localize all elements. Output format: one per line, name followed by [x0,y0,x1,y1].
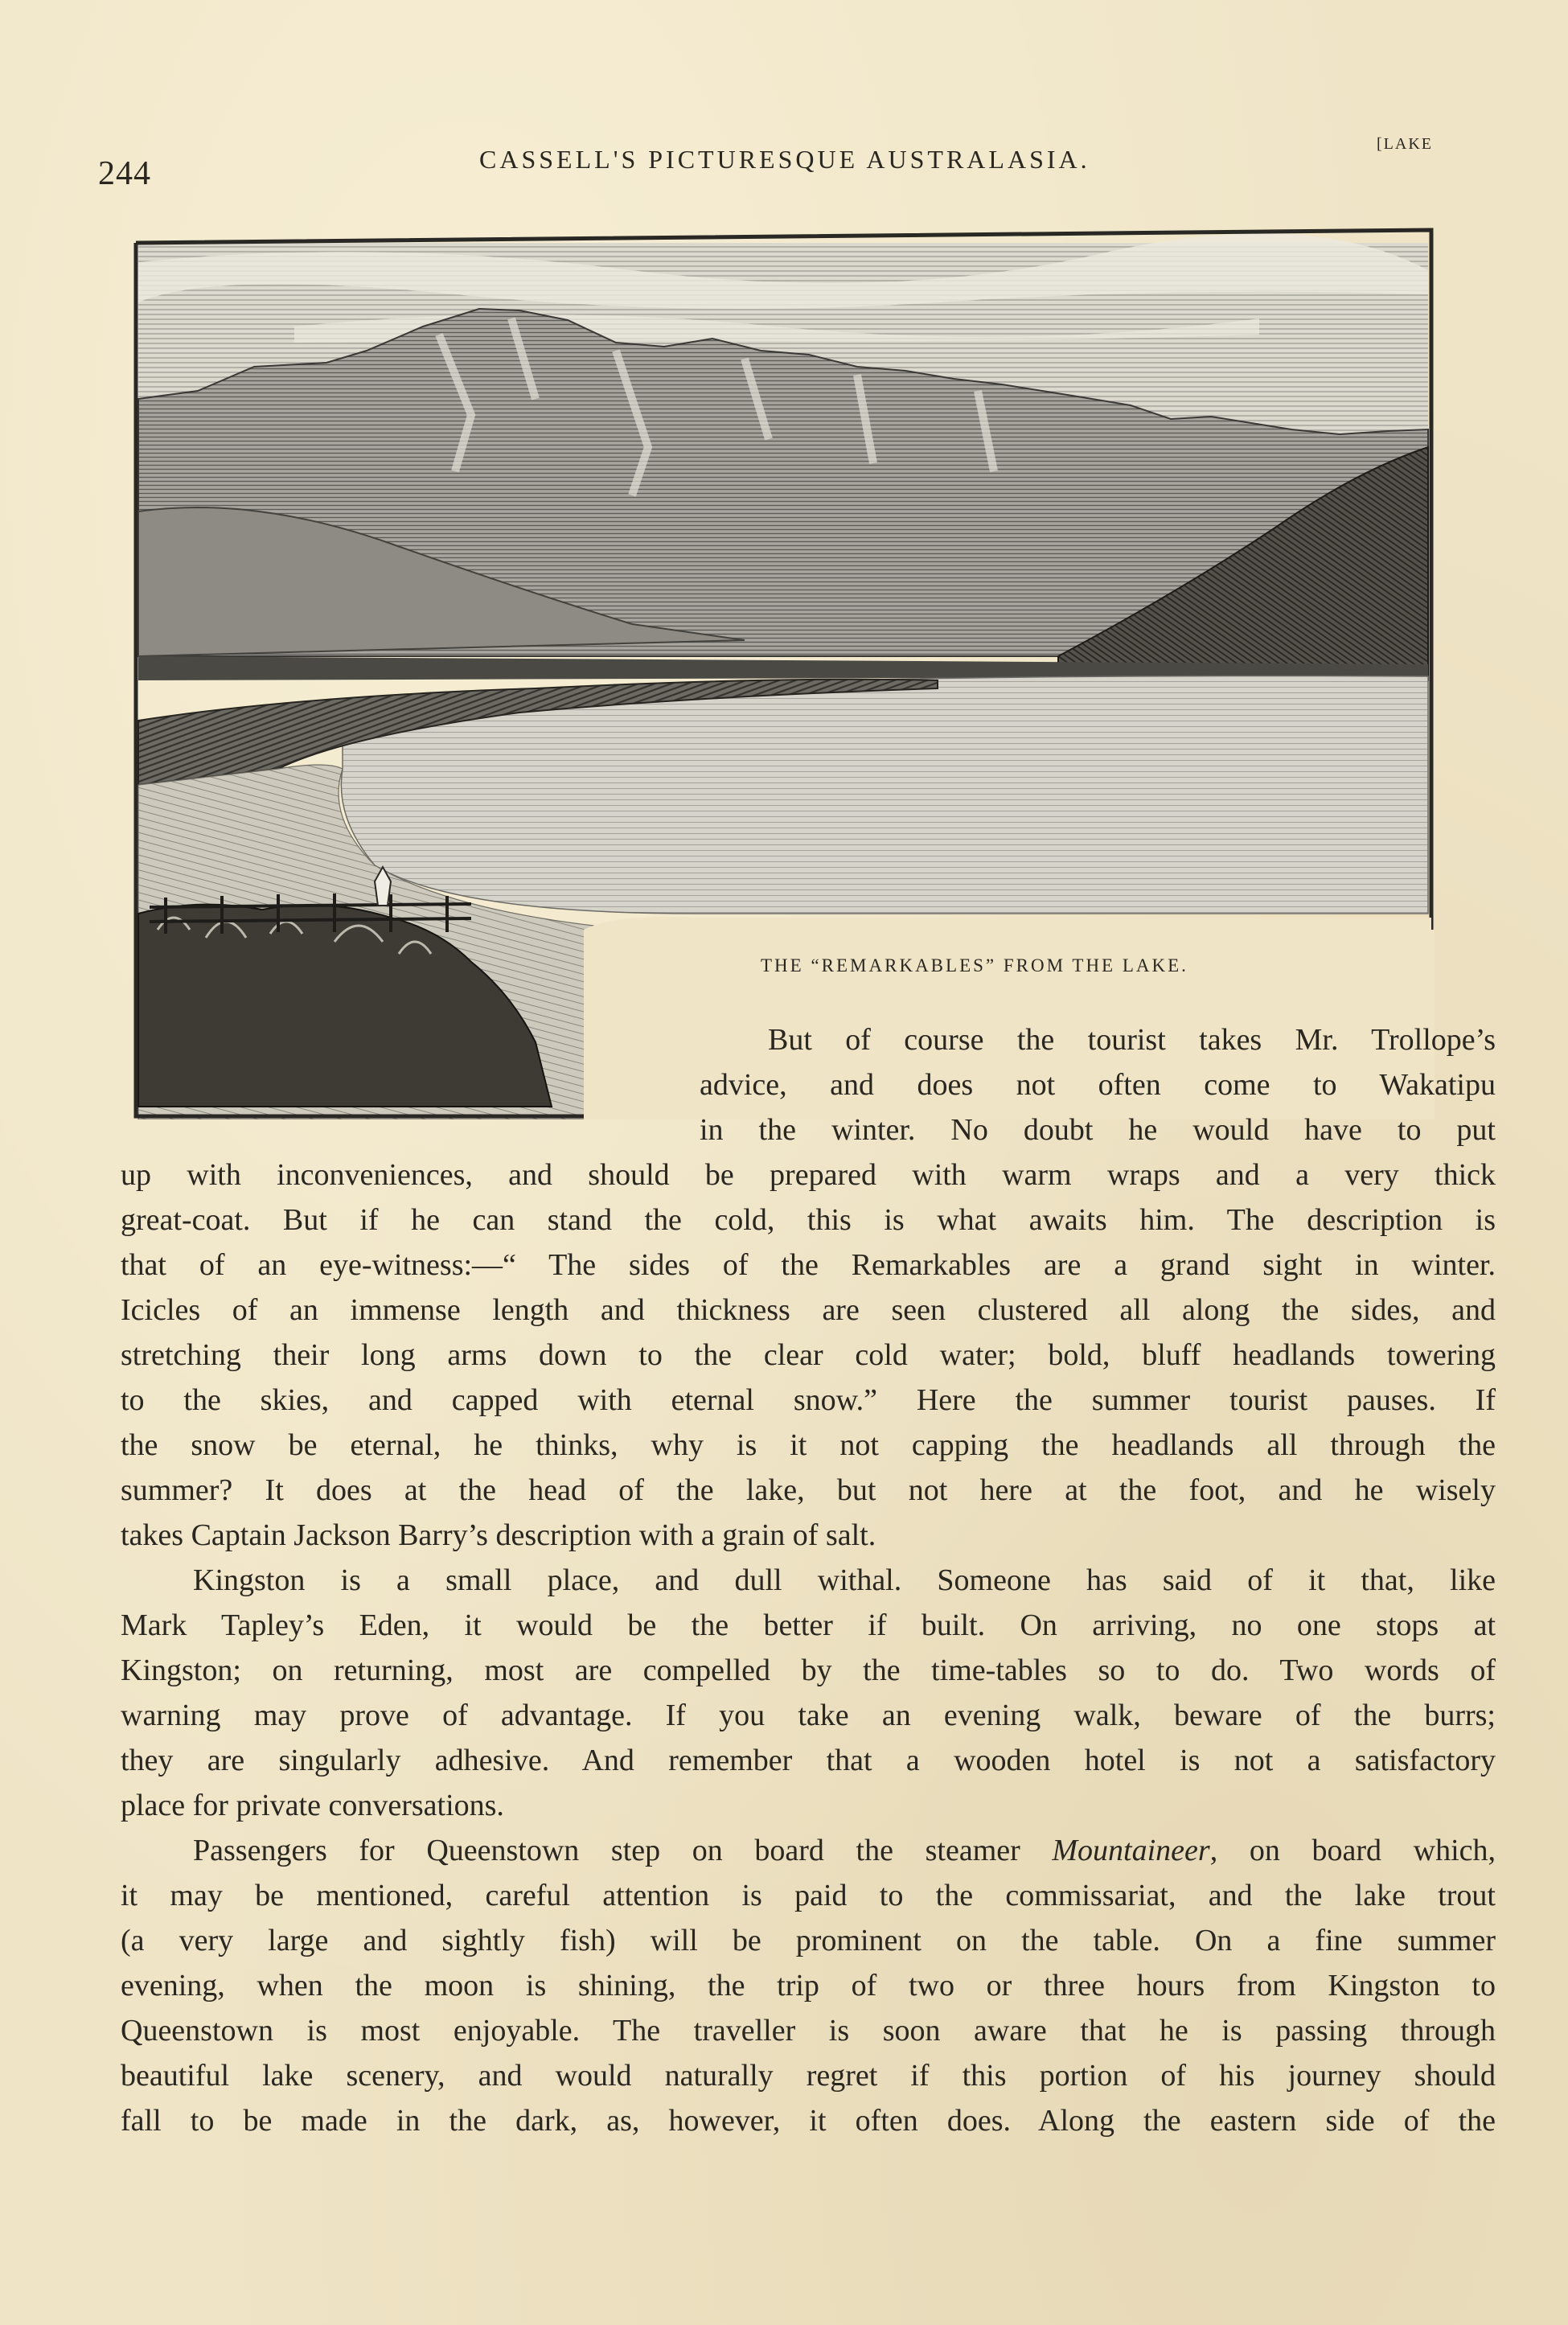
text-line: summer? It does at the head of the lake, but not here at the foot, and he wisely [121,1473,1496,1507]
text-line: up with inconveniences, and should be prepared with warm wraps and a very thick [121,1158,1496,1192]
text-line: that of an eye-witness:—“ The sides of the Remarkables are a grand sight in winter. [121,1248,1496,1282]
text-line: beautiful lake scenery, and would naturally regret if this portion of his journey should [121,2059,1496,2093]
text-line: But of course the tourist takes Mr. Trollope’s [768,1023,1496,1057]
page-number: 244 [98,155,151,192]
text-line: place for private conversations. [121,1789,504,1822]
section-mark: [LAKE [1377,135,1433,153]
text-line: great-coat. But if he can stand the cold, this is what awaits him. The description is [121,1203,1496,1237]
text-line: advice, and does not often come to Wakatipu [700,1068,1496,1102]
text-line: (a very large and sightly fish) will be prominent on the table. On a fine summer [121,1924,1496,1957]
text-line: Kingston; on returning, most are compelled by the time-tables so to do. Two words of [121,1653,1496,1687]
text-line: the snow be eternal, he thinks, why is it not capping the headlands all through the [121,1428,1496,1462]
text-line: it may be mentioned, careful attention is paid to the commissariat, and the lake trout [121,1879,1496,1912]
running-title: CASSELL'S PICTURESQUE AUSTRALASIA. [479,145,1090,174]
text-line: Icicles of an immense length and thickness are seen clustered all along the sides, and [121,1293,1496,1327]
text-line: evening, when the moon is shining, the trip of two or three hours from Kingston to [121,1969,1496,2003]
body-text [121,1021,1496,2163]
text-line: Queenstown is most enjoyable. The traveller is soon aware that he is passing through [121,2014,1496,2048]
engraving-illustration [133,206,1435,1119]
text-line: Kingston is a small place, and dull withal. Someone has said of it that, like [193,1563,1496,1597]
text-line-with-italic: Passengers for Queenstown step on board the steamer Mountaineer, on board which, [193,1834,1496,1867]
text-line: they are singularly adhesive. And remember that a wooden hotel is not a satisfactory [121,1744,1496,1777]
illustration-caption: THE “REMARKABLES” FROM THE LAKE. [761,955,1188,976]
text-line: to the skies, and capped with eternal snow.” Here the summer tourist pauses. If [121,1383,1496,1417]
text-line: in the winter. No doubt he would have to put [700,1113,1496,1147]
ship-name: Mountaineer [1052,1834,1210,1867]
text-line: warning may prove of advantage. If you take an evening walk, beware of the burrs; [121,1699,1496,1732]
text-line: Mark Tapley’s Eden, it would be the better if built. On arriving, no one stops at [121,1608,1496,1642]
text-line: stretching their long arms down to the clear cold water; bold, bluff headlands towering [121,1338,1496,1372]
text-line: fall to be made in the dark, as, however, it often does. Along the eastern side of the [121,2104,1496,2138]
text-line: takes Captain Jackson Barry’s description with a grain of salt. [121,1518,876,1552]
